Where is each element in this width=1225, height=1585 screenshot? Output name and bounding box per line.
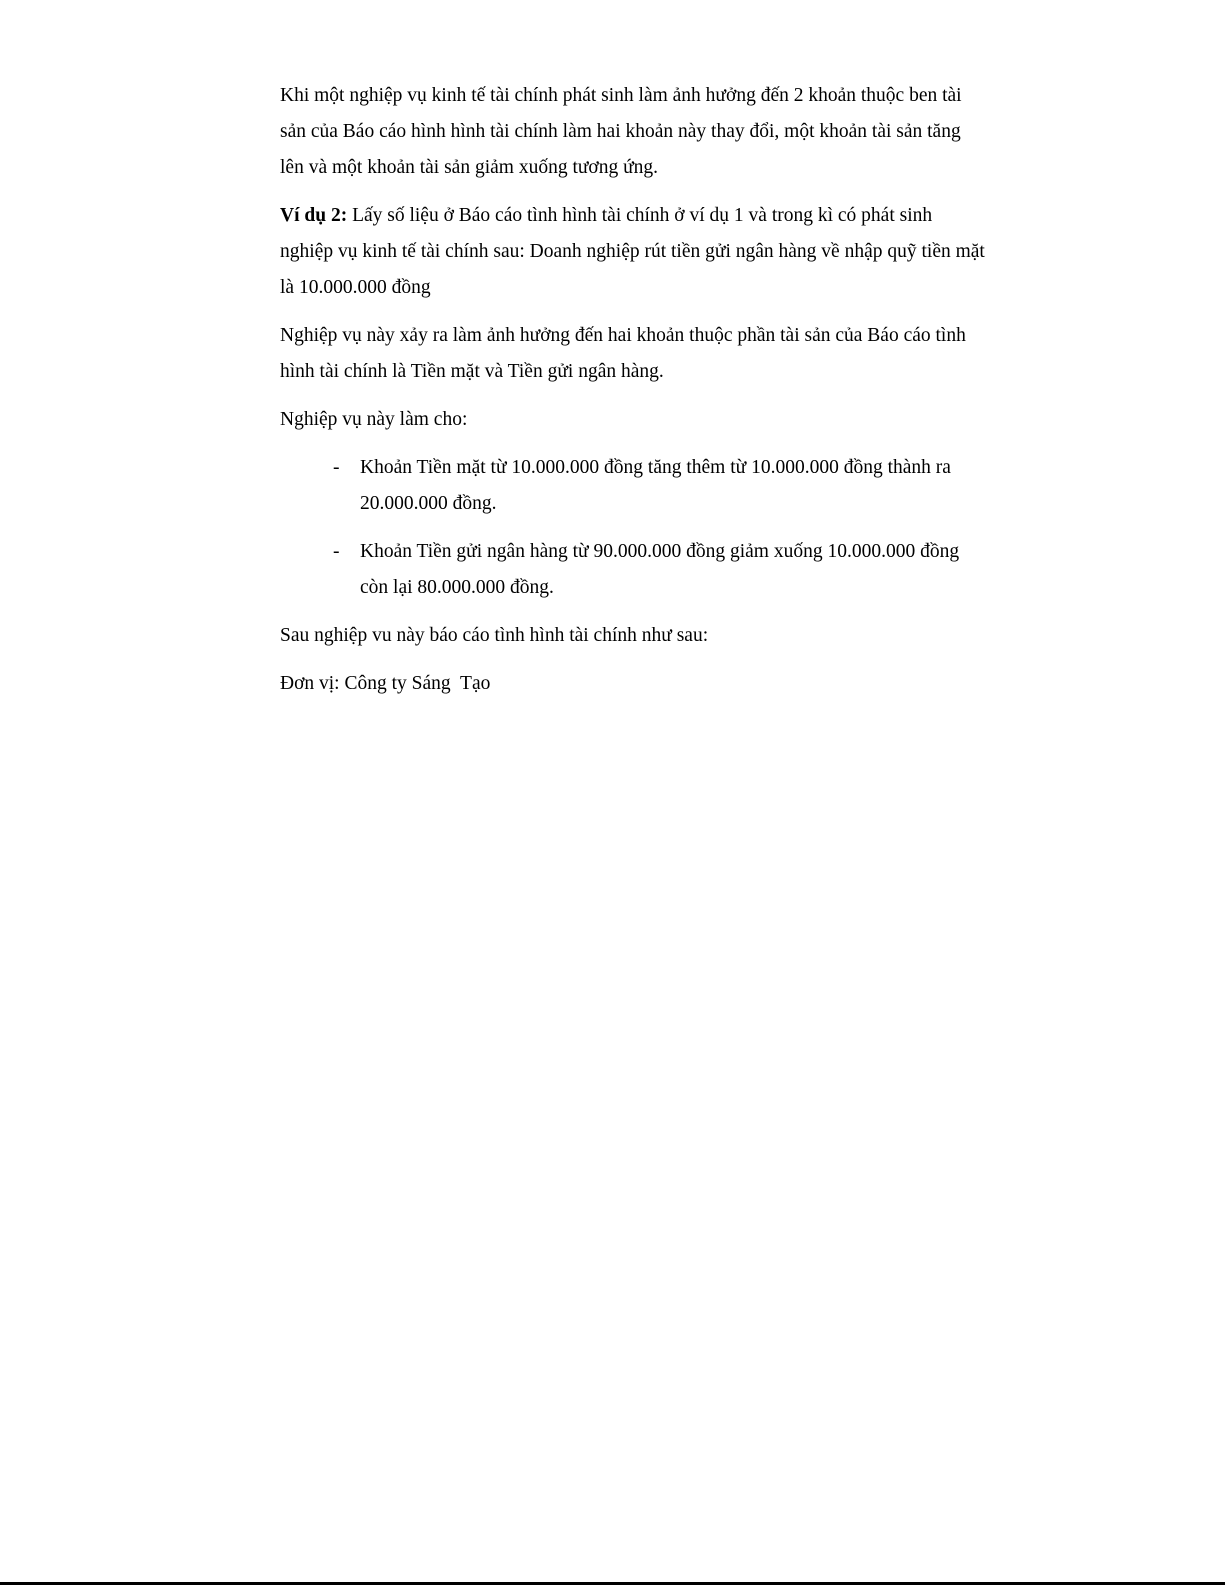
example-label: Ví dụ 2: [280, 205, 348, 226]
list-item-text: Khoản Tiền mặt từ 10.000.000 đồng tăng thêm từ 10.000.000 đồng thành ra 20.000.000 đồng. [360, 457, 951, 514]
list-item-text: Khoản Tiền gửi ngân hàng từ 90.000.000 đồng giảm xuống 10.000.000 đồng còn lại 80.000.000 đồng. [360, 541, 960, 598]
paragraph-effect: Nghiệp vụ này xảy ra làm ảnh hưởng đến hai khoản thuộc phần tài sản của Báo cáo tình hình tài chính là Tiền mặt và Tiền gửi ngân hàng. [280, 325, 966, 382]
list-item [280, 450, 985, 522]
document-body [280, 78, 985, 714]
unit-text: Đơn vị: Công ty Sáng Tạo [280, 673, 491, 694]
bullet-list [280, 450, 985, 606]
bullet-dash: - [333, 457, 340, 478]
paragraph-unit [280, 666, 985, 702]
paragraph-example [280, 198, 985, 306]
paragraph-causes: Nghiệp vụ này làm cho: [280, 409, 468, 430]
example-text: Lấy số liệu ở Báo cáo tình hình tài chính ở ví dụ 1 và trong kì có phát sinh nghiệp vụ kinh tế tài chính sau: Doanh nghiệp rút tiền gửi ngân hàng về nhập quỹ tiền mặt là 10.000.000 đồng [280, 205, 985, 298]
paragraph-after: Sau nghiệp vu này báo cáo tình hình tài chính như sau: [280, 625, 709, 646]
bullet-dash: - [333, 541, 340, 562]
paragraph-intro: Khi một nghiệp vụ kinh tế tài chính phát sinh làm ảnh hưởng đến 2 khoản thuộc ben tài sản của Báo cáo hình hình tài chính làm hai khoản này thay đổi, một khoản tài sản tăng lên và một khoản tài sản giảm xuống tương ứng. [280, 85, 962, 178]
list-item [280, 534, 985, 606]
